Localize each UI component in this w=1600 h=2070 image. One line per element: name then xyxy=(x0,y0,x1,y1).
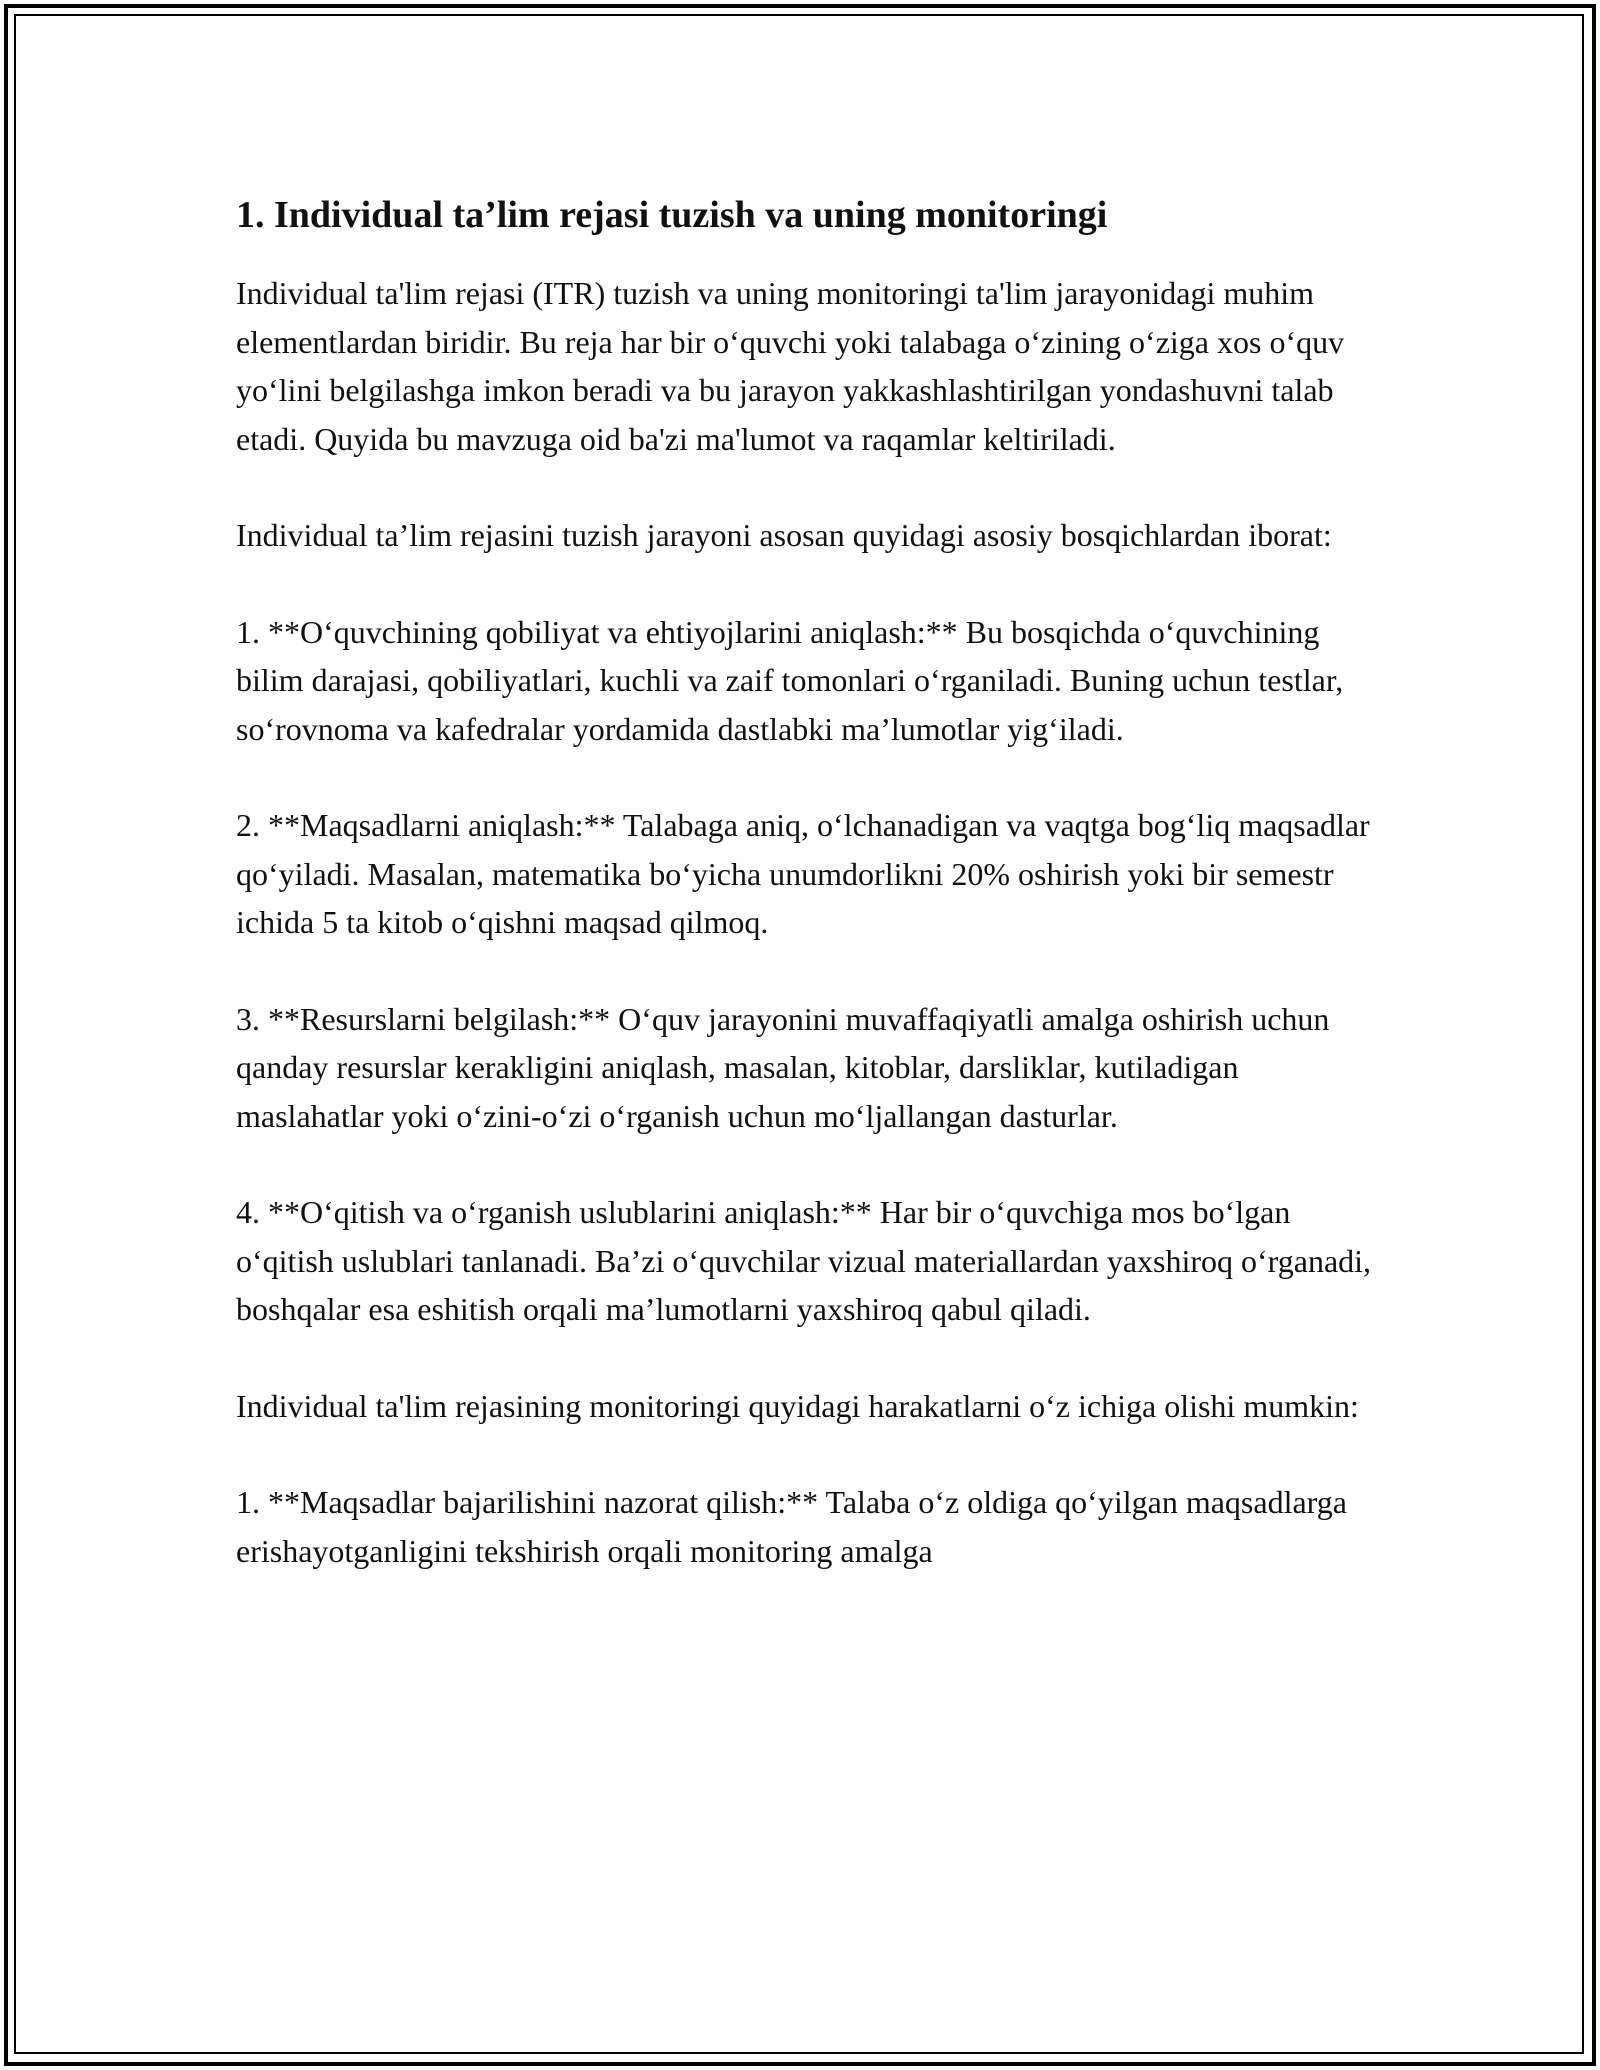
document-body xyxy=(236,183,1376,1623)
section-heading: 1. Individual ta’lim rejasi tuzish va uning monitoringi xyxy=(236,194,1108,236)
stage-2-paragraph: 2. **Maqsadlarni aniqlash:** Talabaga aniq, o‘lchanadigan va vaqtga bog‘liq maqsadlar qo‘yiladi. Masalan, matematika bo‘yicha unumdorlikni 20% oshirish yoki bir semestr ichida 5 ta kitob o‘qishni maqsad qilmoq. xyxy=(236,807,1370,940)
monitoring-1-paragraph: 1. **Maqsadlar bajarilishini nazorat qilish:** Talaba o‘z oldiga qo‘yilgan maqsadlarga erishayotganligini tekshirish orqali monitoring amalga xyxy=(236,1484,1347,1569)
monitoring-intro-paragraph: Individual ta'lim rejasining monitoringi quyidagi harakatlarni o‘z ichiga olishi mumkin: xyxy=(236,1387,1359,1424)
stage-1-paragraph: 1. **O‘quvchining qobiliyat va ehtiyojlarini aniqlash:** Bu bosqichda o‘quvchining bilim darajasi, qobiliyatlari, kuchli va zaif tomonlari o‘rganiladi. Buning uchun testlar, so‘rovnoma va kafedralar yordamida dastlabki ma’lumotlar yig‘iladi. xyxy=(236,613,1344,747)
intro-paragraph: Individual ta'lim rejasi (ITR) tuzish va uning monitoringi ta'lim jarayonidagi muhim elementlardan biridir. Bu reja har bir o‘quvchi yoki talabaga o‘zining o‘ziga xos o‘quv yo‘lini belgilashga imkon beradi va bu jarayon yakkashlashtirilgan yondashuvni talab etadi. Quyida bu mavzuga oid ba'zi ma'lumot va raqamlar keltiriladi. xyxy=(236,275,1345,457)
stage-3-paragraph: 3. **Resurslarni belgilash:** O‘quv jarayonini muvaffaqiyatli amalga oshirish uchun qanday resurslar kerakligini aniqlash, masalan, kitoblar, darsliklar, kutiladigan maslahatlar yoki o‘zini-o‘zi o‘rganish uchun mo‘ljallangan dasturlar. xyxy=(236,1000,1330,1134)
stage-4-paragraph: 4. **O‘qitish va o‘rganish uslublarini aniqlash:** Har bir o‘quvchiga mos bo‘lgan o‘qitish uslublari tanlanadi. Ba’zi o‘quvchilar vizual materiallardan yaxshiroq o‘rganadi, boshqalar esa eshitish orqali ma’lumotlarni yaxshiroq qabul qiladi. xyxy=(236,1194,1372,1327)
stages-intro-paragraph: Individual ta’lim rejasini tuzish jarayoni asosan quyidagi asosiy bosqichlardan iborat: xyxy=(236,517,1332,553)
